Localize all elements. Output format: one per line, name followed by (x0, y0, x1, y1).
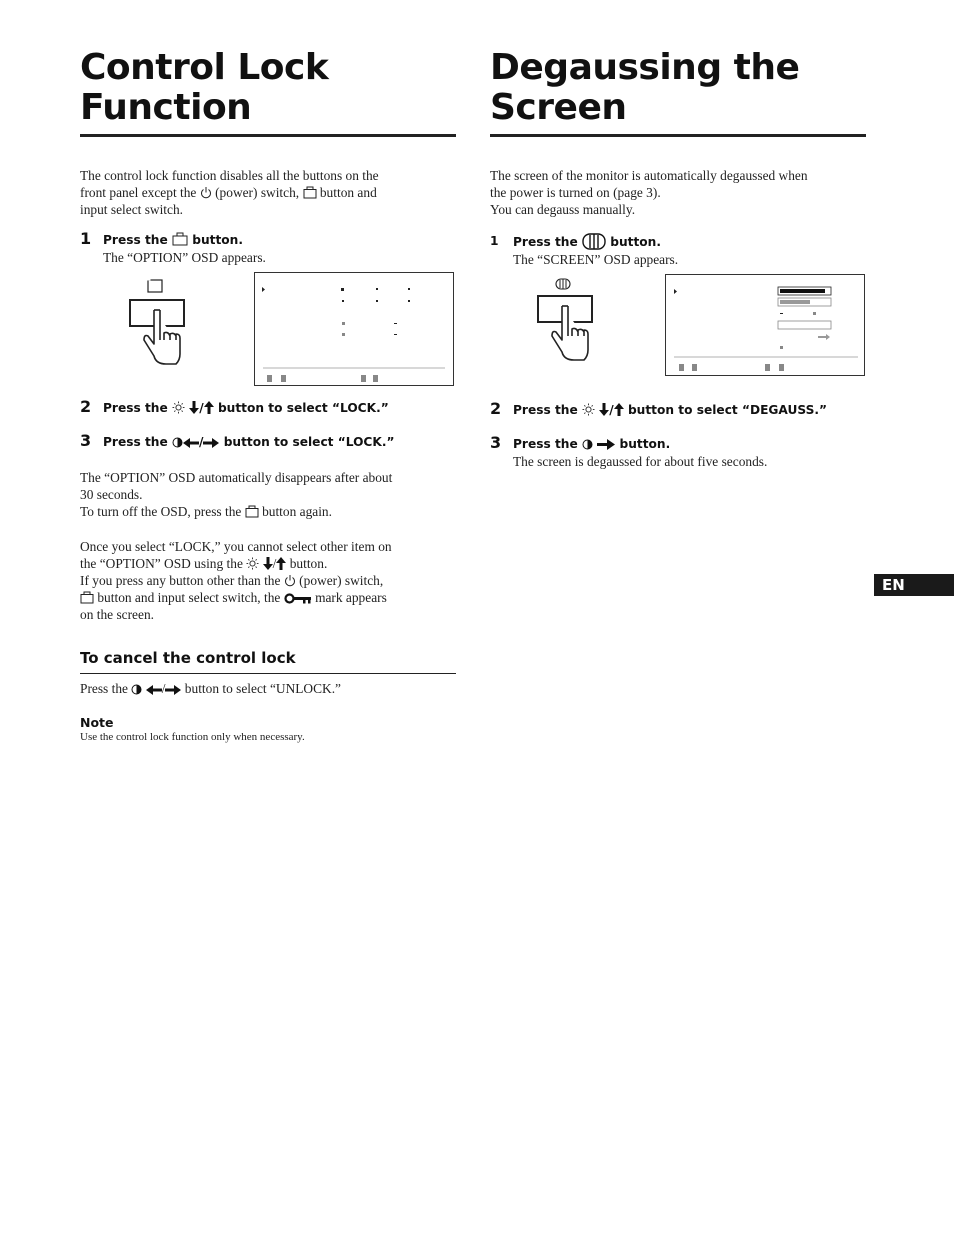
step-2: 2 Press the / button to select “LOCK.” (80, 397, 389, 416)
option-button-icon (172, 232, 188, 246)
note-title: Note (80, 715, 114, 730)
cancel-lock-text: Press the / button to select “UNLOCK.” (80, 681, 341, 696)
brightness-icon (172, 401, 185, 414)
screen-osd-graphic (666, 275, 864, 375)
lock-behavior-note: Once you select “LOCK,” you cannot select other item on the “OPTION” OSD using the / button. If you press any button other than the (power) switch, button and input select switch, the mark appears on the screen. (80, 539, 392, 622)
arrow-up-icon (276, 557, 286, 570)
step-3: 3 Press the / button to select “LOCK.” (80, 431, 395, 450)
language-tab: EN (874, 574, 954, 596)
screen-illustration (490, 274, 866, 402)
arrow-right-icon (165, 685, 181, 695)
osd-timeout-note: The “OPTION” OSD automatically disappears after about 30 seconds. To turn off the OSD, press the button again. (80, 470, 393, 519)
option-illustration (80, 272, 456, 400)
degauss-step-1-result: The “SCREEN” OSD appears. (513, 252, 679, 267)
screen-osd-screen (665, 274, 865, 376)
arrow-left-icon (146, 685, 162, 695)
note-text: Use the control lock function only when necessary. (80, 731, 305, 743)
option-button-icon (245, 505, 259, 518)
power-icon (200, 186, 212, 199)
option-osd-screen (254, 272, 454, 386)
contrast-icon (172, 437, 183, 448)
step-1-result: The “OPTION” OSD appears. (103, 250, 266, 265)
control-lock-section (80, 48, 456, 744)
arrow-left-icon (183, 438, 199, 448)
degaussing-title: Degaussing the Screen (490, 47, 800, 128)
arrow-right-icon (203, 438, 219, 448)
degauss-intro: The screen of the monitor is automatically degaussed when the power is turned on (page 3). You can degauss manually. (490, 168, 808, 217)
arrow-up-icon (204, 401, 214, 414)
arrow-down-icon (263, 557, 273, 570)
option-button-icon (303, 186, 317, 199)
contrast-icon (131, 684, 142, 695)
option-button-icon (80, 591, 94, 604)
contrast-icon (582, 439, 593, 450)
degauss-step-3-result: The screen is degaussed for about five seconds. (513, 454, 768, 469)
brightness-icon (246, 557, 259, 570)
degauss-step-2: 2 Press the / button to select “DEGAUSS.” (490, 399, 828, 418)
control-lock-intro: The control lock function disables all the buttons on the front panel except the (power) switch, button and input select switch. (80, 168, 379, 217)
step-1: 1 Press the button. (80, 229, 243, 248)
brightness-icon (582, 403, 595, 416)
option-osd-graphic (255, 273, 453, 385)
lock-key-icon (284, 593, 312, 604)
power-icon (284, 574, 296, 587)
degauss-step-1: 1 Press the button. (490, 234, 661, 249)
arrow-down-icon (599, 403, 609, 416)
arrow-right-icon (597, 439, 615, 450)
degaussing-section (490, 48, 866, 470)
arrow-down-icon (189, 401, 199, 414)
pressing-hand-icon (534, 274, 598, 370)
cancel-lock-heading: To cancel the control lock (80, 649, 296, 667)
degauss-step-3: 3 Press the button. (490, 433, 671, 452)
pressing-hand-icon (126, 276, 190, 372)
control-lock-title: Control Lock Function (80, 47, 329, 128)
screen-button-icon (582, 233, 606, 250)
arrow-up-icon (614, 403, 624, 416)
